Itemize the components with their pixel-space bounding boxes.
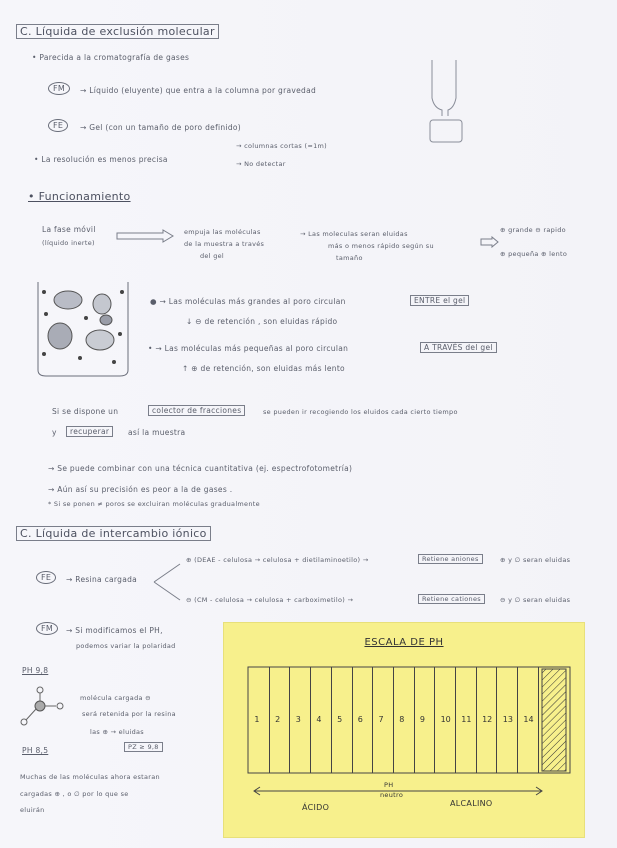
fm-label xyxy=(48,82,70,95)
fe-label-2 xyxy=(36,571,56,584)
section-title-ion-exchange: C. Líquida de intercambio iónico xyxy=(16,526,211,541)
pores-note: * Si se ponen ≠ poros se excluiran moléculas gradualmente xyxy=(48,500,260,508)
big-fast: ⊕ grande ⊖ rapido xyxy=(500,226,566,234)
ph-cell-number: 2 xyxy=(275,715,281,724)
resolution-a: → columnas cortas (≈1m) xyxy=(236,142,327,150)
mol-a: molécula cargada ⊖ xyxy=(80,694,151,702)
push-b: de la muestra a través xyxy=(184,240,265,248)
through-gel-box: A TRAVÉS del gel xyxy=(420,342,497,353)
deae-line: ⊕ (DEAE - celulosa → celulosa + dietilaminoetilo) → xyxy=(186,556,369,564)
ph-cell-number: 6 xyxy=(357,715,363,724)
many-a: Muchas de las moléculas ahora estaran xyxy=(20,773,160,781)
ph-modify-b: podemos variar la polaridad xyxy=(76,642,176,650)
push-c: del gel xyxy=(200,252,225,260)
ph-cell-number: 4 xyxy=(316,715,322,724)
fe-label xyxy=(48,119,68,132)
resolution-note: • La resolución es menos precisa xyxy=(34,155,168,164)
collector-a: Si se dispone un xyxy=(52,407,119,416)
mol-c: las ⊕ → eluidas xyxy=(90,728,144,736)
mobile-phase-b: (líquido inerte) xyxy=(42,239,95,247)
fe-circle: FE xyxy=(48,119,68,132)
column-drawing xyxy=(420,58,480,148)
eluted-a: → Las moleculas seran eluidas xyxy=(300,230,408,238)
recover-a: y xyxy=(52,428,57,437)
double-arrow-icon xyxy=(115,228,175,244)
double-arrow-small-icon xyxy=(480,236,500,248)
fm-circle-2: FM xyxy=(36,622,58,635)
neutral-label: neutro xyxy=(380,791,404,799)
mol-d: PZ ≥ 9,8 xyxy=(124,742,163,752)
precision-note: → Aún así su precisión es peor a la de gases . xyxy=(48,485,233,494)
ph-cell-number: 1 xyxy=(254,715,260,724)
bullet-similar: • Parecida a la cromatografía de gases xyxy=(32,53,190,62)
ph-cell-number: 3 xyxy=(295,715,301,724)
ph-cell-number: 5 xyxy=(337,715,343,724)
ph-scale-frame xyxy=(224,623,584,837)
ph-cell-number: 13 xyxy=(502,715,513,724)
branch-lines xyxy=(152,560,182,606)
push-a: empuja las moléculas xyxy=(184,228,261,236)
ph-cell-number: 7 xyxy=(378,715,384,724)
cation-eluted: ⊖ y ∅ seran eluidas xyxy=(500,596,571,604)
fm-circle: FM xyxy=(48,82,70,95)
alkaline-label: ALCALINO xyxy=(450,799,493,808)
mobile-phase-a: La fase móvil xyxy=(42,225,96,234)
large-retention: ↓ ⊖ de retención , son eluidas rápido xyxy=(186,317,338,326)
molecule-drawing xyxy=(20,684,74,728)
small-molecules: • → Las moléculas más pequeñas al poro circulan xyxy=(148,344,349,353)
section-title-exclusion: C. Líquida de exclusión molecular xyxy=(16,24,219,39)
neutral-ph: PH xyxy=(384,781,394,789)
ph-scale-note xyxy=(224,623,584,837)
section-title-functioning: • Funcionamiento xyxy=(28,190,131,203)
many-c: eluirán xyxy=(20,806,45,814)
gel-particles-drawing xyxy=(34,278,134,380)
acid-label: ÁCIDO xyxy=(302,803,330,812)
anion-eluted: ⊕ y ∅ seran eluidas xyxy=(500,556,571,564)
between-gel-box: ENTRE el gel xyxy=(410,295,469,306)
recover-b: así la muestra xyxy=(128,428,186,437)
ph-cell-number: 9 xyxy=(419,715,425,724)
many-b: cargadas ⊕ , o ∅ por lo que se xyxy=(20,790,129,798)
cation-box: Retiene cationes xyxy=(418,594,485,604)
fm-label-2 xyxy=(36,622,58,635)
ph-85: PH 8,5 xyxy=(22,746,49,755)
fe-circle-2: FE xyxy=(36,571,56,584)
ph-cell-number: 12 xyxy=(482,715,493,724)
fe-description: → Gel (con un tamaño de poro definido) xyxy=(80,123,242,132)
recover-box: recuperar xyxy=(66,426,113,437)
ph-cell-number: 14 xyxy=(523,715,534,724)
combine-note: → Se puede combinar con una técnica cuantitativa (ej. espectrofotometría) xyxy=(48,464,353,473)
small-slow: ⊕ pequeña ⊕ lento xyxy=(500,250,568,258)
cm-line: ⊖ (CM - celulosa → celulosa + carboximetilo) → xyxy=(186,596,354,604)
ph-modify-a: → Si modificamos el PH, xyxy=(66,626,163,635)
ph-98: PH 9,8 xyxy=(22,666,49,675)
small-retention: ↑ ⊕ de retención, son eluidas más lento xyxy=(182,364,345,373)
ph-cell-number: 10 xyxy=(440,715,451,724)
mol-b: será retenida por la resina xyxy=(82,710,176,718)
ph-cell-number: 11 xyxy=(461,715,472,724)
eluted-b: más o menos rápido según su xyxy=(328,242,434,250)
eluted-c: tamaño xyxy=(336,254,363,262)
ph-scale-title: ESCALA DE PH xyxy=(364,637,444,648)
ph-cell-number: 8 xyxy=(399,715,405,724)
collector-box: colector de fracciones xyxy=(148,405,245,416)
large-molecules: ● → Las moléculas más grandes al poro circulan xyxy=(150,297,346,306)
anion-box: Retiene aniones xyxy=(418,554,483,564)
fm-description: → Líquido (eluyente) que entra a la columna por gravedad xyxy=(80,86,317,95)
charged-resin: → Resina cargada xyxy=(66,575,138,584)
resolution-b: → No detectar xyxy=(236,160,286,168)
collector-b: se pueden ir recogiendo los eluidos cada cierto tiempo xyxy=(263,408,458,416)
